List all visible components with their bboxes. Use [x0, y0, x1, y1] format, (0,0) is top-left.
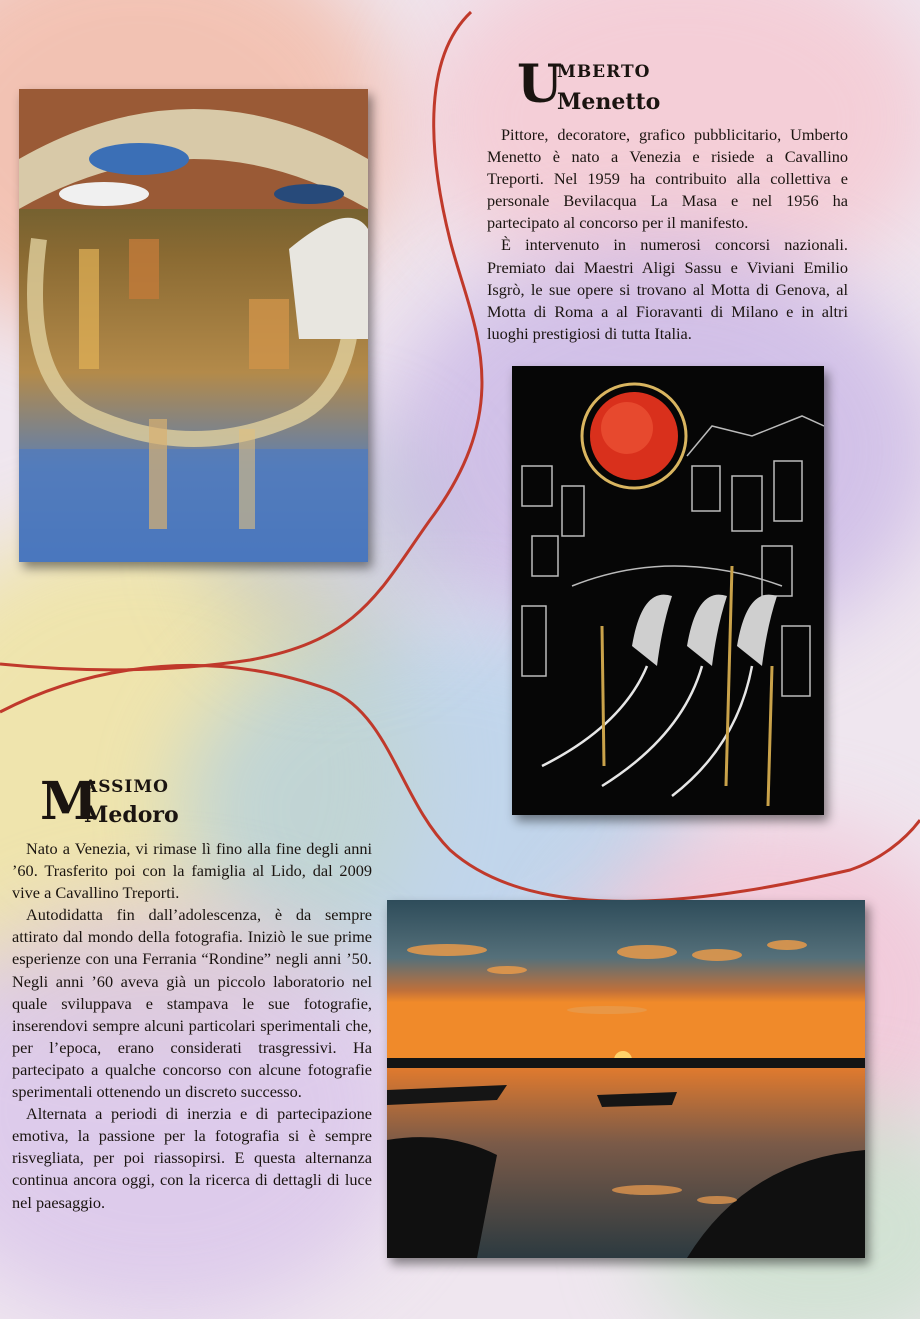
massimo-medoro-name [40, 773, 240, 833]
umberto-menetto-name [517, 54, 717, 118]
massimo-initial: M [40, 771, 98, 832]
gondola-painting [512, 366, 824, 815]
massimo-first-name: ASSIMO [84, 777, 169, 797]
massimo-bio [12, 838, 372, 1214]
umberto-initial: U [517, 54, 563, 115]
umberto-first-name: MBERTO [557, 62, 651, 82]
massimo-bio-paragraph: Nato a Venezia, vi rimase lì fino alla fine degli anni ’60. Trasferito poi con la famiglia al Lido, dal 2009 vive a Cavallino Treporti. [12, 839, 372, 903]
umberto-surname: Menetto [557, 89, 661, 115]
massimo-surname: Medoro [84, 802, 179, 828]
umberto-bio-paragraph: È intervenuto in numerosi concorsi nazionali. Premiato dai Maestri Aligi Sassu e Viviani Emilio Isgrò, le sue opere si trovano al Motta di Genova, al Motta di Roma a al Fioravanti di Milano e in altri luoghi prestigiosi di tutta Italia. [487, 235, 848, 343]
massimo-bio-paragraph: Alternata a periodi di inerzia e di partecipazione emotiva, la passione per la fotografia si è sempre risvegliata, per poi riassopirsi. E questa alternanza continua ancora oggi, con la ricerca di dettagli di luce nel paesaggio. [12, 1104, 372, 1212]
massimo-bio-paragraph: Autodidatta fin dall’adolescenza, è da sempre attirato dal mondo della fotografia. Iniziò le sue prime esperienze con una Ferrania “Rondine” negli anni ’50. Negli anni ’60 aveva già un piccolo laboratorio nel quale sviluppava e stampava le sue fotografie, inserendovi sempre alcuni particolari sperimentali che, per l’epoca, erano considerati trasgressivi. Ha partecipato a qualche concorso con alcune fotografie sperimentali ottenendo un discreto successo. [12, 905, 372, 1102]
lagoon-sunset-photo [387, 900, 865, 1258]
umberto-bio-paragraph: Pittore, decoratore, grafico pubblicitario, Umberto Menetto è nato a Venezia e risiede a Cavallino Treporti. Nel 1959 ha contribuito alla collettiva e personale Bevilacqua La Masa e nel 1956 ha partecipato al concorso per il manifesto. [487, 125, 848, 233]
umberto-bio [487, 124, 848, 345]
venice-canal-photo [19, 89, 368, 562]
